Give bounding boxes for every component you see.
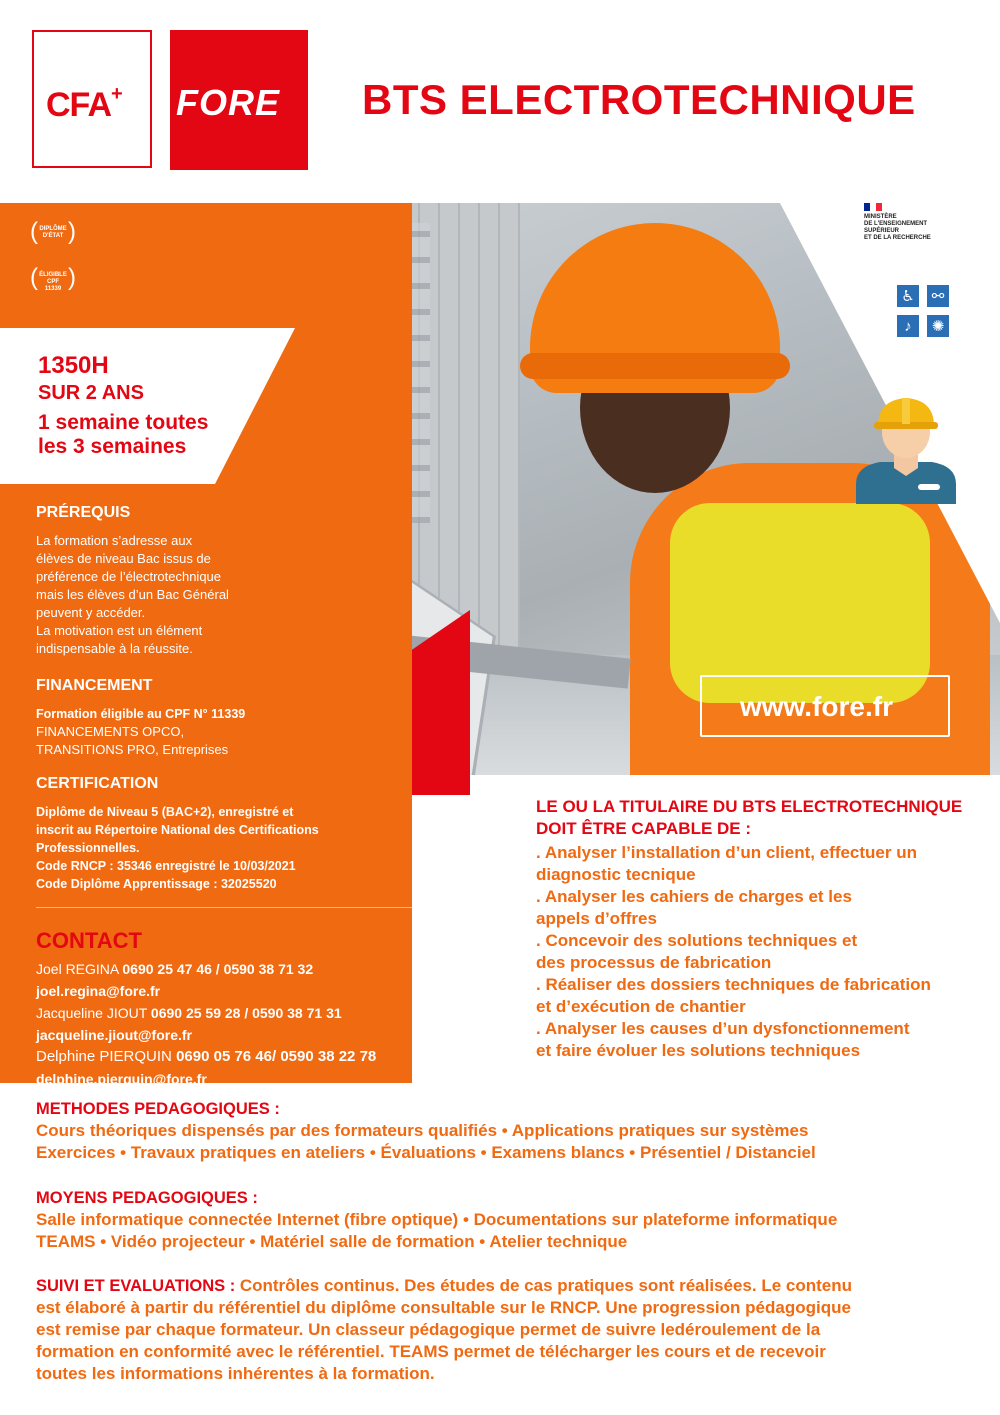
prerequis-title: PRÉREQUIS — [36, 504, 131, 521]
moyens-section — [36, 1187, 936, 1253]
skills-title-2: DOIT ÊTRE CAPABLE DE : — [536, 819, 752, 838]
prerequis-line: mais les élèves d’un Bac Général — [36, 587, 229, 602]
prerequis-line: peuvent y accéder. — [36, 605, 146, 620]
certification-title: CERTIFICATION — [36, 775, 159, 792]
moyens-line: TEAMS • Vidéo projecteur • Matériel salle de formation • Atelier technique — [36, 1232, 628, 1251]
cfa-logo — [32, 30, 152, 168]
laurel-right-icon: ) — [68, 264, 76, 291]
ministry-line: ET DE LA RECHERCHE — [864, 235, 931, 241]
financement-line: FINANCEMENTS OPCO, — [36, 724, 185, 739]
skills-list — [536, 842, 996, 1062]
duration-panel-wedge — [215, 328, 295, 484]
skills-line: . Analyser les cahiers de charges et les — [536, 887, 852, 906]
fore-logo — [170, 30, 308, 170]
prerequis-line: La motivation est un élément — [36, 623, 203, 638]
duration-rhythm-1: 1 semaine toutes — [38, 411, 209, 434]
certification-section — [36, 775, 319, 893]
skills-line: des processus de fabrication — [536, 953, 772, 972]
duration-text — [38, 352, 208, 459]
skills-line: . Analyser l’installation d’un client, effectuer un — [536, 843, 917, 862]
wheelchair-icon: ♿ — [896, 284, 920, 308]
financement-line: TRANSITIONS PRO, Entreprises — [36, 742, 229, 757]
suivi-line: est élaboré à partir du référentiel du diplôme consultable sur le RNCP. Une progression pédagogique — [36, 1298, 851, 1317]
cfa-logo-text: CFA+ — [46, 82, 122, 124]
duration-hours: 1350H — [38, 352, 109, 379]
ministry-line: SUPÉRIEUR — [864, 228, 900, 234]
laurel-right-icon: ) — [68, 218, 76, 245]
prerequis-line: élèves de niveau Bac issus de — [36, 551, 211, 566]
prerequis-section — [36, 504, 229, 658]
skills-title-1: LE OU LA TITULAIRE DU BTS ELECTROTECHNIQUE — [536, 797, 963, 816]
prerequis-line: préférence de l’électrotechnique — [36, 569, 222, 584]
fore-logo-text: FORE — [176, 82, 281, 123]
moyens-line: Salle informatique connectée Internet (fibre optique) • Documentations sur plateforme informatique — [36, 1210, 838, 1229]
suivi-line: toutes les informations inhérentes à la formation. — [36, 1364, 435, 1383]
laurel-left-icon: ( — [30, 218, 38, 245]
methodes-title: METHODES PEDAGOGIQUES : — [36, 1100, 280, 1118]
suivi-first-line: SUIVI ET EVALUATIONS : Contrôles continus. Des études de cas pratiques sont réalisées. Le contenu — [36, 1276, 852, 1295]
contact-email[interactable]: joel.regina@fore.fr — [36, 983, 161, 999]
skills-line: appels d’offres — [536, 909, 657, 928]
methodes-line: Exercices • Travaux pratiques en ateliers • Évaluations • Examens blancs • Présentiel / Distanciel — [36, 1143, 816, 1162]
contact-email[interactable]: delphine.pierquin@fore.fr — [36, 1071, 207, 1087]
skills-line: . Analyser les causes d’un dysfonctionnement — [536, 1019, 910, 1038]
website-link[interactable] — [700, 675, 950, 737]
worker-helmet-icon — [854, 392, 958, 504]
duration-years: SUR 2 ANS — [38, 382, 144, 404]
contact-phone-line: Joel REGINA 0690 25 47 46 / 0590 38 71 32 — [36, 961, 314, 977]
moyens-title: MOYENS PEDAGOGIQUES : — [36, 1189, 258, 1207]
laurel-left-icon: ( — [30, 264, 38, 291]
cpf-badge: ( ÉLIGIBLE CPF 11339 ) — [30, 264, 76, 292]
ministry-line: DE L'ENSEIGNEMENT — [864, 221, 928, 227]
contact-phone-line: Delphine PIERQUIN 0690 05 76 46/ 0590 38 22 78 — [36, 1048, 377, 1065]
contact-phone-line: Jacqueline JIOUT 0690 25 59 28 / 0590 38 71 31 — [36, 1005, 342, 1021]
suivi-line: est remise par chaque formateur. Un classeur pédagogique permet de suivre ledéroulement de la — [36, 1320, 821, 1339]
suivi-line: formation en conformité avec le référentiel. TEAMS permet de télécharger les cours et de recevoir — [36, 1342, 826, 1361]
duration-rhythm-2: les 3 semaines — [38, 435, 187, 458]
ministry-line: MINISTÈRE — [864, 214, 897, 220]
skills-line: . Concevoir des solutions techniques et — [536, 931, 858, 950]
contact-title: CONTACT — [36, 928, 142, 953]
certification-line: Diplôme de Niveau 5 (BAC+2), enregistré et — [36, 805, 294, 819]
diploma-badge: ( DIPLÔME D'ÉTAT ) — [30, 218, 76, 245]
website-text: www.fore.fr — [740, 691, 893, 722]
certification-line: Professionnelles. — [36, 841, 140, 855]
methodes-line: Cours théoriques dispensés par des formateurs qualifiés • Applications pratiques sur systèmes — [36, 1121, 809, 1140]
french-flag-icon — [864, 203, 882, 211]
contact-email[interactable]: jacqueline.jiout@fore.fr — [36, 1027, 193, 1043]
skills-line: et faire évoluer les solutions techniques — [536, 1041, 861, 1060]
mental-disability-icon: ✺ — [926, 314, 950, 338]
skills-line: diagnostic tecnique — [536, 865, 696, 884]
skills-section — [536, 796, 996, 1062]
certification-line: Code Diplôme Apprentissage : 32025520 — [36, 877, 277, 891]
section-divider — [36, 907, 412, 908]
ministry-logo — [864, 203, 964, 242]
financement-section — [36, 677, 245, 759]
contact-list — [36, 958, 376, 1090]
certification-line: inscrit au Répertoire National des Certifications — [36, 823, 319, 837]
prerequis-line: La formation s’adresse aux — [36, 533, 193, 548]
suivi-section — [36, 1275, 936, 1385]
page-title: BTS ELECTROTECHNIQUE — [362, 76, 916, 123]
skills-line: . Réaliser des dossiers techniques de fabrication — [536, 975, 931, 994]
financement-title: FINANCEMENT — [36, 677, 153, 694]
hearing-impairment-icon: ♪ — [896, 314, 920, 338]
skills-line: et d’exécution de chantier — [536, 997, 746, 1016]
suivi-title: SUIVI ET EVALUATIONS : — [36, 1277, 240, 1295]
methodes-section — [36, 1098, 936, 1164]
certification-line: Code RNCP : 35346 enregistré le 10/03/2021 — [36, 859, 296, 873]
visual-impairment-icon: ⚯ — [926, 284, 950, 308]
financement-cpf: Formation éligible au CPF N° 11339 — [36, 707, 246, 721]
prerequis-line: indispensable à la réussite. — [36, 641, 193, 656]
